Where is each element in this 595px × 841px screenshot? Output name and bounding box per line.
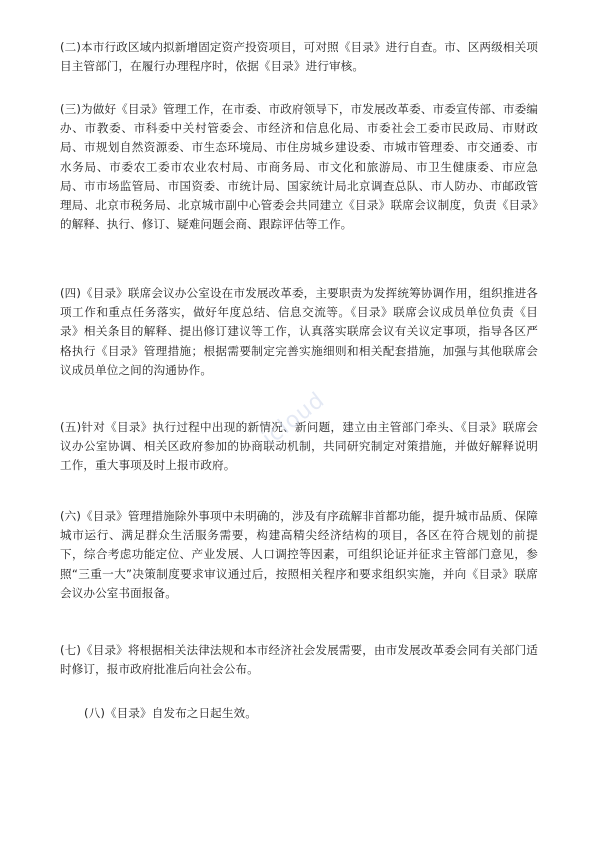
paragraph-item-6: (六)《目录》管理措施除外事项中未明确的，涉及有序疏解非首都功能，提升城市品质、保障城市运行、满足群众生活服务需要，构建高精尖经济结构的项目，各区在符合规划的前提下，综合考虑功能定位、产业发展、人口调控等因素，可组织论证并征求主管部门意见，参照“三重一大”决策制度要求审议通过后，按照相关程序和要求组织实施，并向《目录》联席会议办公室书面报备。 <box>60 509 538 600</box>
paragraph-item-3: (三)为做好《目录》管理工作，在市委、市政府领导下，市发展改革委、市委宣传部、市委编办、市教委、市科委中关村管委会、市经济和信息化局、市委社会工委市民政局、市财政局、市规划自然资源委、市生态环境局、市住房城乡建设委、市城市管理委、市交通委、市水务局、市委农工委市农业农村局、市商务局、市文化和旅游局、市卫生健康委、市应急局、市市场监管局、市国资委、市统计局、国家统计局北京调查总队、市人防办、市邮政管理局、北京市税务局、北京城市副中心管委会共同建立《目录》联席会议制度，负责《目录》的解释、执行、修订、疑难问题会商、跟踪评估等工作。 <box>60 102 538 232</box>
paragraph-item-2: (二)本市行政区域内拟新增固定资产投资项目，可对照《目录》进行自查。市、区两级相关项目主管部门，在履行办理程序时，依据《目录》进行审核。 <box>60 40 538 74</box>
paragraph-item-8: (八)《目录》自发布之日起生效。 <box>84 706 257 720</box>
watermark: icloud <box>257 387 330 452</box>
paragraph-item-7: (七)《目录》将根据相关法律法规和本市经济社会发展需要，由市发展改革委会同有关部门适时修订，报市政府批准后向社会公布。 <box>60 643 538 677</box>
paragraph-item-4: (四)《目录》联席会议办公室设在市发展改革委，主要职责为发挥统筹协调作用，组织推进各项工作和重点任务落实，做好年度总结、信息交流等。《目录》联席会议成员单位负责《目录》相关条目的解释、提出修订建议等工作，认真落实联席会议有关议定事项，指导各区严格执行《目录》管理措施；根据需要制定完善实施细则和相关配套措施，加强与其他联席会议成员单位之间的沟通协作。 <box>60 286 538 377</box>
paragraph-item-5: (五)针对《目录》执行过程中出现的新情况、新问题，建立由主管部门牵头、《目录》联席会议办公室协调、相关区政府参加的协商联动机制，共同研究制定对策措施，并做好解释说明工作，重大事项及时上报市政府。 <box>60 420 538 473</box>
